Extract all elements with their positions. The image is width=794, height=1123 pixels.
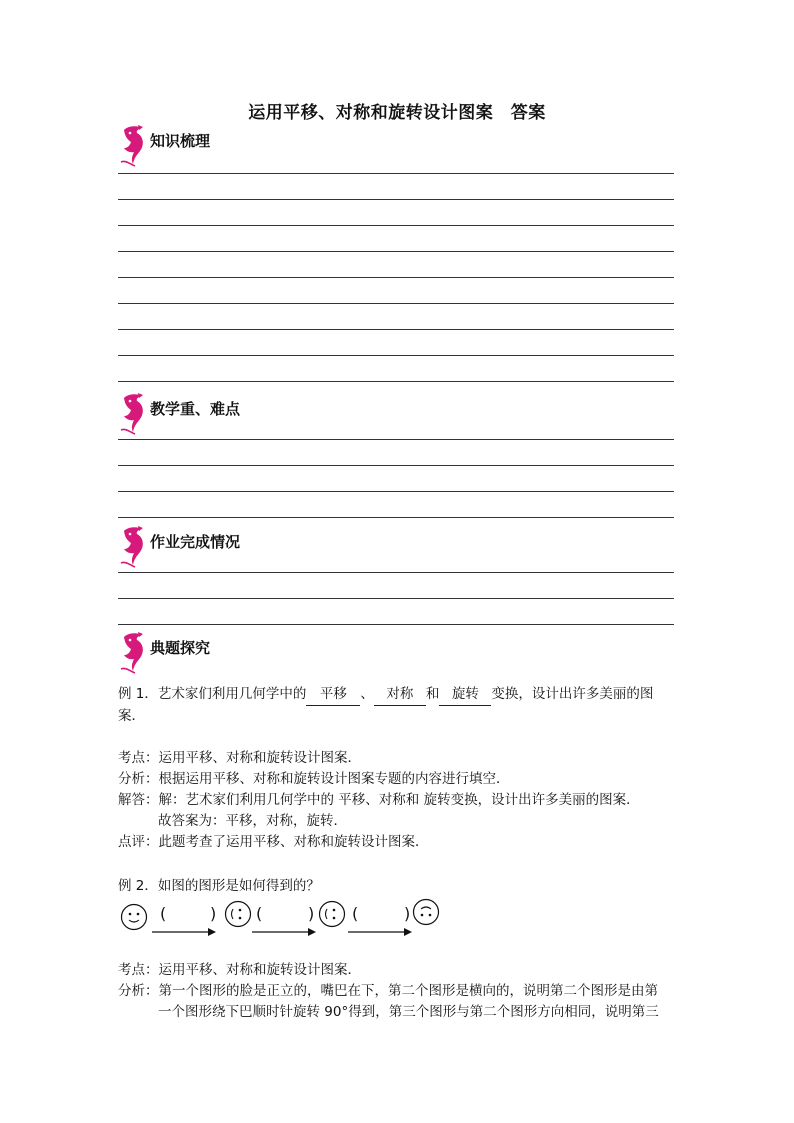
dolphin-icon (118, 124, 148, 168)
arrow-icon (348, 928, 412, 936)
label-kaodian: 考点： (118, 962, 159, 978)
label-kaodian: 考点： (118, 750, 159, 766)
label-jieda: 解答： (118, 792, 159, 808)
arrow-icon (152, 928, 216, 936)
answer-text: 故答案为：平移，对称，旋转． (158, 813, 347, 829)
paren-open: ( (352, 904, 359, 923)
rule-line (118, 599, 674, 625)
rule-line (118, 164, 674, 174)
fenxi-text: 根据运用平移、对称和旋转设计图案专题的内容进行填空． (158, 771, 510, 787)
dianping-text: 此题考查了运用平移、对称和旋转设计图案． (158, 834, 429, 850)
separator-text: 、 (360, 686, 374, 702)
example-2-question: 例 2．如图的图形是如何得到的？ (118, 878, 320, 894)
section-homework (118, 525, 674, 625)
rule-line (118, 492, 674, 518)
section-title: 知识梳理 (150, 132, 211, 150)
paren-open: ( (256, 904, 263, 923)
rule-line (118, 200, 674, 226)
rule-line (118, 440, 674, 466)
rule-line (118, 565, 674, 573)
section-key-points (118, 392, 674, 518)
rule-line (118, 432, 674, 440)
example-2-analysis (118, 960, 678, 1023)
kaodian-text: 运用平移、对称和旋转设计图案． (158, 962, 361, 978)
section-examples (118, 631, 674, 671)
fenxi-text-line2: 一个图形绕下巴顺时针旋转 90°得到，第三个图形与第二个图形方向相同，说明第三 (158, 1004, 659, 1020)
section-title: 教学重、难点 (150, 400, 241, 418)
section-title: 作业完成情况 (150, 533, 241, 551)
upside-down-face-icon (412, 898, 440, 926)
label-fenxi: 分析： (118, 771, 159, 787)
paren-open: ( (160, 904, 167, 923)
arrow-icon (252, 928, 316, 936)
fenxi-text: 第一个图形的脸是正立的，嘴巴在下，第二个图形是横向的，说明第二个图形是由第 (158, 983, 658, 999)
rule-line (118, 304, 674, 330)
label-dianping: 点评： (118, 834, 159, 850)
kaodian-row (118, 960, 678, 981)
rule-line (118, 252, 674, 278)
smiley-face-icon (120, 903, 148, 931)
kaodian-row (118, 748, 678, 769)
rule-line (118, 356, 674, 382)
jieda-text: 解：艺术家们利用几何学中的 平移、对称和 旋转变换，设计出许多美丽的图案． (158, 792, 640, 808)
rotated-face-icon (224, 900, 252, 928)
blank-answer: 对称 (374, 684, 426, 706)
paren-close: ) (308, 904, 315, 923)
blank-answer: 平移 (306, 684, 360, 706)
question-text: 变换，设计出许多美丽的图 (491, 686, 654, 702)
dolphin-icon (118, 392, 148, 436)
rule-line (118, 466, 674, 492)
dolphin-icon (118, 525, 148, 569)
fenxi-row (118, 981, 678, 1002)
dolphin-icon (118, 631, 148, 675)
section-knowledge (118, 124, 674, 382)
face-sequence-figure (120, 898, 450, 942)
paren-close: ) (404, 904, 411, 923)
example-1 (118, 684, 678, 853)
rule-line (118, 226, 674, 252)
rule-line (118, 573, 674, 599)
jieda-row (118, 790, 678, 811)
rule-line (118, 330, 674, 356)
label-fenxi: 分析： (118, 983, 159, 999)
blank-answer: 旋转 (439, 684, 491, 706)
dianping-row (118, 832, 678, 853)
section-title: 典题探究 (150, 639, 211, 657)
fenxi-row (118, 769, 678, 790)
rotated-face-icon (318, 900, 346, 928)
example-1-question (118, 684, 678, 706)
question-text-line2: 案． (118, 708, 145, 724)
rule-line (118, 174, 674, 200)
kaodian-text: 运用平移、对称和旋转设计图案． (158, 750, 361, 766)
paren-close: ) (210, 904, 217, 923)
question-text: 例 1．艺术家们利用几何学中的 (118, 686, 307, 702)
conjunction-text: 和 (425, 686, 440, 702)
rule-line (118, 278, 674, 304)
page-title: 运用平移、对称和旋转设计图案 答案 (248, 103, 546, 123)
